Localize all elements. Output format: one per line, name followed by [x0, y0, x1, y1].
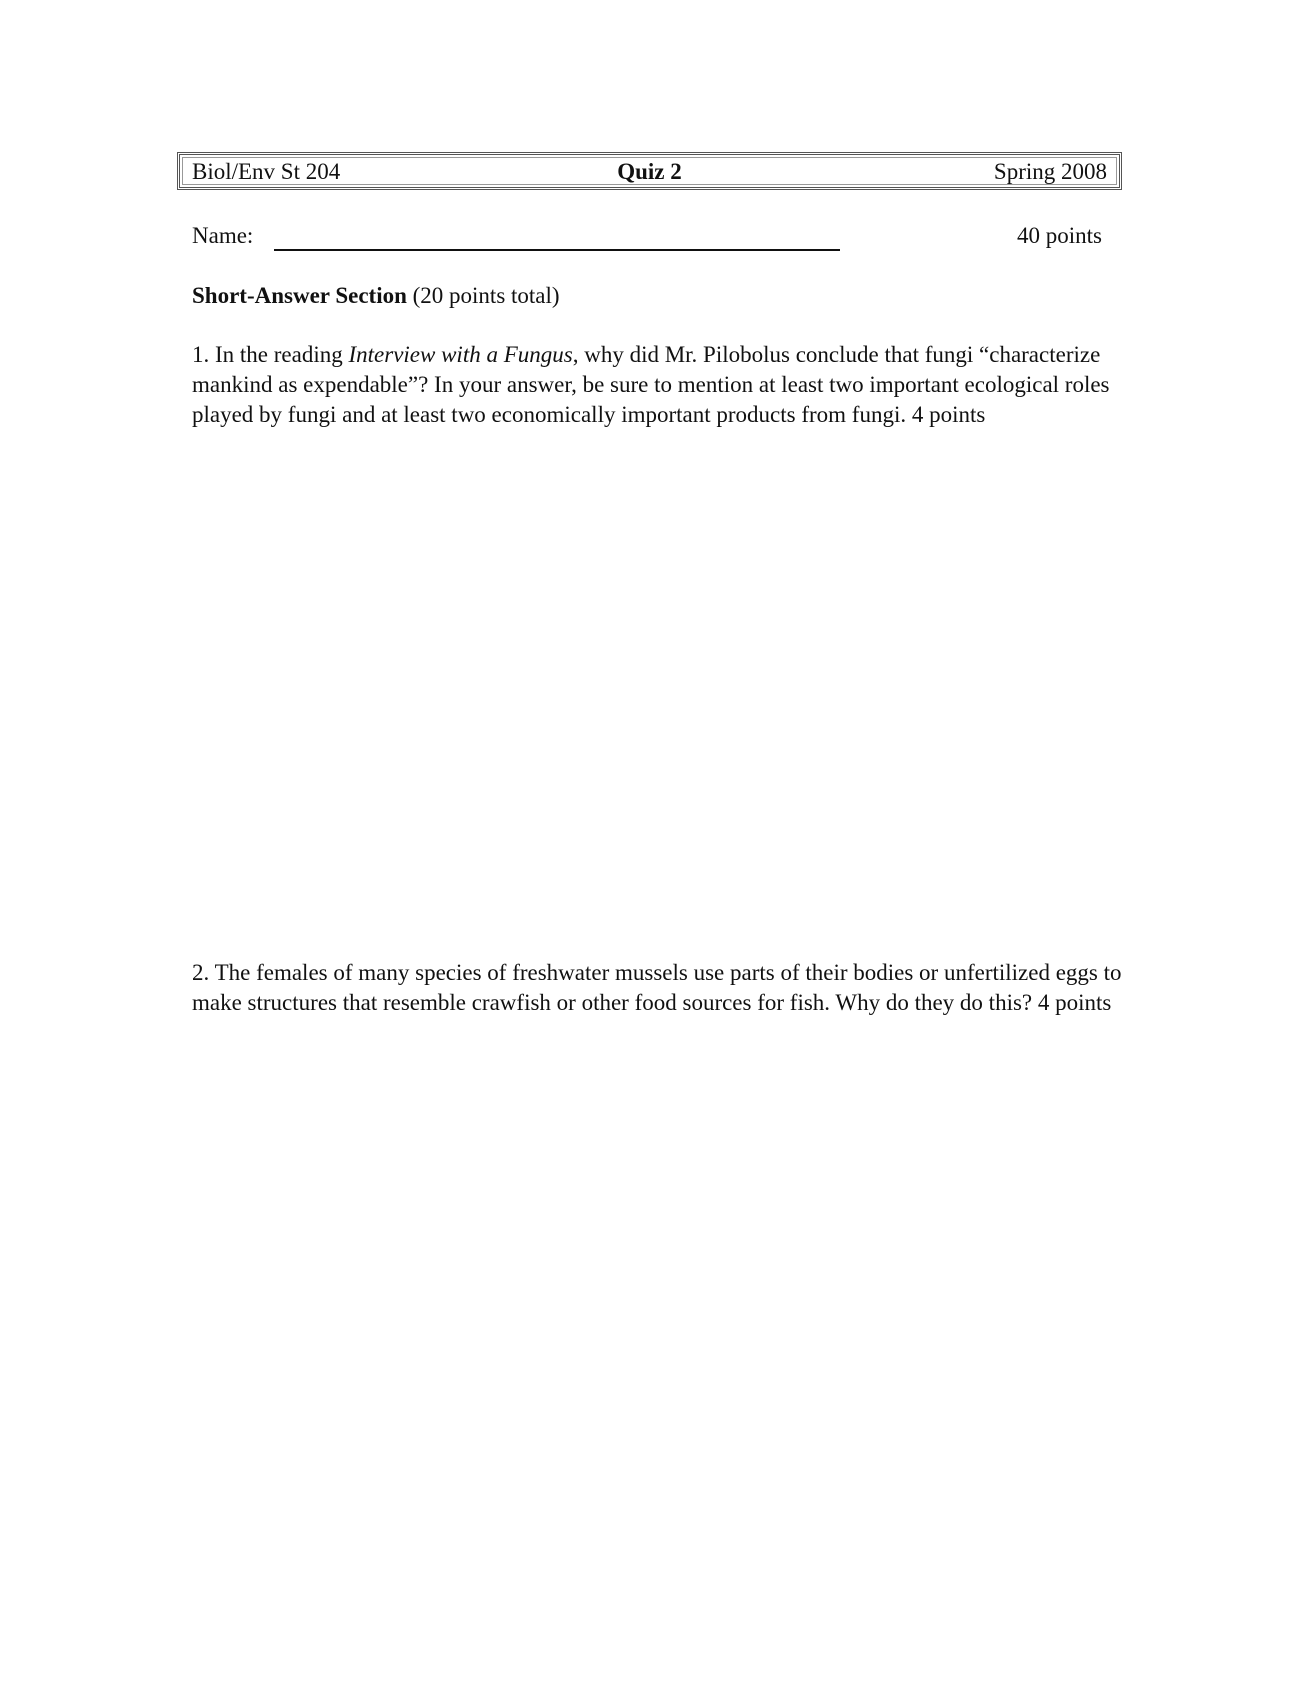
term-label: Spring 2008	[993, 159, 1107, 184]
name-row	[192, 222, 1102, 256]
question-1	[192, 340, 1122, 430]
quiz-header	[177, 152, 1122, 190]
course-name: Biol/Env St 204	[192, 159, 341, 184]
name-label: Name:	[192, 223, 254, 248]
name-blank-line	[274, 249, 840, 251]
question-2-text: 2. The females of many species of freshwater mussels use parts of their bodies or unfertilized eggs to make structures that resemble crawfish or other food sources for fish. Why do they do this? 4 points	[192, 960, 1122, 1015]
section-heading	[192, 282, 560, 310]
section-heading-points: (20 points total)	[406, 283, 560, 308]
question-1-text: , why did Mr. Pilobolus conclude that fungi “characterize mankind as expendable”? In your answer, be sure to mention at least two important ecological roles played by fungi and at least two economically important products from fungi. 4 points	[192, 342, 1110, 427]
section-heading-title: Short-Answer Section	[192, 283, 407, 308]
question-1-reading-title: Interview with a Fungus	[348, 342, 573, 367]
question-2	[192, 958, 1122, 1018]
quiz-title: Quiz 2	[617, 159, 682, 184]
total-points: 40 points	[1017, 223, 1102, 248]
question-1-prefix: 1. In the reading	[192, 342, 349, 367]
